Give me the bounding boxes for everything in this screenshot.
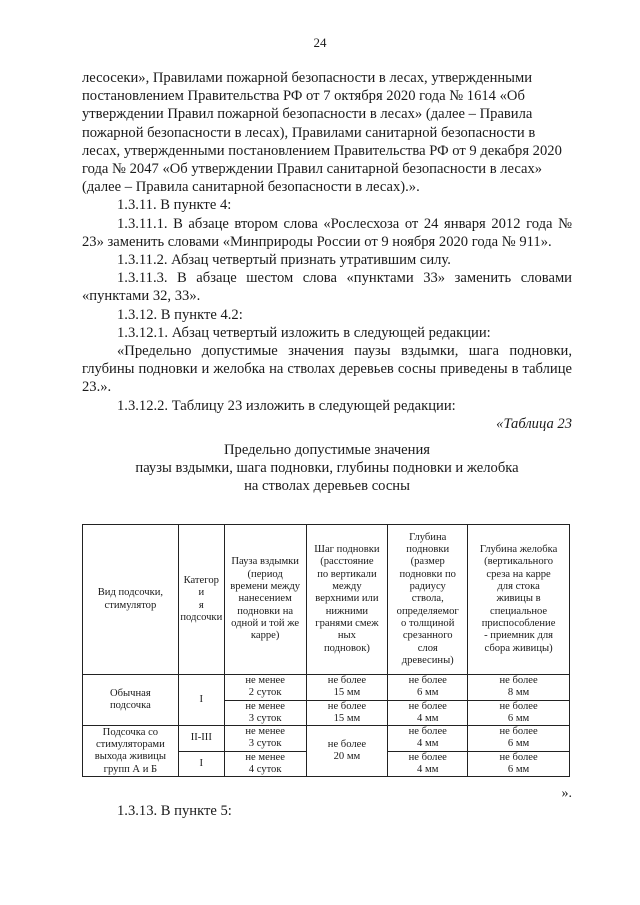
item-1-3-11-3: 1.3.11.3. В абзаце шестом слова «пунктами 33» заменить словами «пунктами 32, 33». [82,270,572,305]
item-1-3-11: 1.3.11. В пункте 4: [117,197,232,214]
table-title-line: Предельно допустимые значения [224,442,430,459]
document-body [82,69,572,495]
header-cell: Глубина подновки (размер подновки по радиусу ствола, определяемог о толщиной срезанного слоя древесины) [388,525,468,675]
table-cell: не более 8 мм [468,675,570,701]
table-row [83,726,570,752]
table-cell: не менее 3 суток [224,700,306,726]
header-cell: Категор и я подсочки [178,525,224,675]
table-cell: не более 15 мм [306,675,388,701]
header-cell: Пауза вздымки (период времени между нанесением подновки на одной и той же карре) [224,525,306,675]
table-cell: не более 15 мм [306,700,388,726]
table-cell: Обычная подсочка [83,675,179,726]
table-cell: не более 6 мм [388,675,468,701]
table-cell: не более 6 мм [468,700,570,726]
table-closing-quote: ». [561,786,572,801]
table-cell: не более 6 мм [468,751,570,777]
table-cell: не более 4 мм [388,700,468,726]
item-1-3-11-1: 1.3.11.1. В абзаце втором слова «Рослесхоза от 24 января 2012 года № 23» заменить словами «Минприроды России от 9 ноября 2020 года № 911». [82,215,572,250]
table-title [82,441,572,495]
table-cell: не менее 2 суток [224,675,306,701]
table-cell: не более 4 мм [388,726,468,752]
item-1-3-13: 1.3.13. В пункте 5: [117,803,232,819]
limits-table [82,524,570,777]
item-1-3-11-2: 1.3.11.2. Абзац четвертый признать утратившим силу. [117,252,451,269]
table-cell: не более 6 мм [468,726,570,752]
paragraph-continuation: лесосеки», Правилами пожарной безопасности в лесах, утвержденными постановлением Правительства РФ от 7 октября 2020 года № 1614 «Об утверждении Правил пожарной безопасности в лесах» (далее – Правила пожарной безопасности в лесах), Правилами санитарной безопасности в лесах, утвержденными постановлением Правительства РФ от 9 декабря 2020 года № 2047 «Об утверждении Правил санитарной безопасности в лесах» (далее – Правила санитарной безопасности в лесах).». [82,70,562,196]
page-number: 24 [313,35,327,50]
header-cell: Вид подсочки, стимулятор [83,525,179,675]
table-cell: не более 4 мм [388,751,468,777]
table-row [83,675,570,701]
table-cell: Подсочка со стимуляторами выхода живицы групп А и Б [83,726,179,777]
table-cell: не менее 3 суток [224,726,306,752]
item-1-3-12-2: 1.3.12.2. Таблицу 23 изложить в следующей редакции: [117,397,456,414]
table-cell: не более 20 мм [306,726,388,777]
table-cell: I [178,751,224,777]
item-1-3-12: 1.3.12. В пункте 4.2: [117,306,243,323]
table-cell: II-III [178,726,224,752]
header-cell: Глубина желобка (вертикального среза на карре для стока живицы в специальное приспособление - приемник для сбора живицы) [468,525,570,675]
table-header-row [83,525,570,675]
table-cell: I [178,675,224,726]
item-1-3-12-1: 1.3.12.1. Абзац четвертый изложить в следующей редакции: [117,324,491,341]
header-cell: Шаг подновки (расстояние по вертикали между верхними или нижними гранями смеж ных подновок) [306,525,388,675]
table-label: «Таблица 23 [496,415,572,432]
quoted-paragraph: «Предельно допустимые значения паузы вздымки, шага подновки, глубины подновки и желобка на стволах деревьев сосны приведены в таблице 23.». [82,343,572,396]
table-title-line: паузы вздымки, шага подновки, глубины подновки и желобка [135,460,519,477]
table-title-line: на стволах деревьев сосны [244,478,410,495]
table-cell: не менее 4 суток [224,751,306,777]
